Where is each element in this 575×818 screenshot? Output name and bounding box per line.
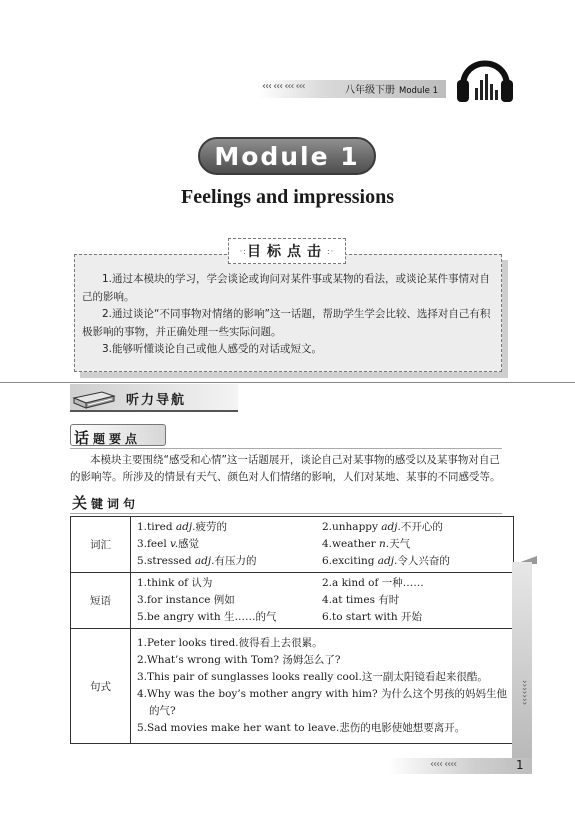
vocab-item: 5.stressed adj.有压力的	[137, 555, 257, 567]
section-divider	[0, 382, 575, 383]
phrase-item: 4.at times 有时	[322, 594, 400, 606]
vocab-item: 3.feel v.感觉	[137, 538, 200, 550]
topic-heading: 话题要点	[74, 429, 142, 447]
sentence-item: 的气?	[149, 705, 176, 717]
books-icon	[72, 388, 116, 410]
phrase-item: 1.think of 认为	[137, 577, 213, 589]
table-row	[71, 573, 514, 629]
topic-paragraph: 本模块主要围绕“感受和心情”这一话题展开，谈论自己对某事物的感受以及某事物对自己的影响等。所涉及的情景有天气、颜色对人们情绪的影响，人们对某地、某事的不同感受等。	[70, 454, 501, 483]
phrase-list	[137, 575, 507, 626]
phrase-item: 5.be angry with 生……的气	[137, 611, 277, 623]
phrase-item: 3.for instance 例如	[137, 594, 235, 606]
footer-chevrons: ‹‹‹‹ ‹‹‹‹	[430, 759, 457, 770]
vocab-list	[137, 519, 507, 570]
topic-divider	[70, 448, 502, 449]
objectives-list	[82, 271, 496, 359]
sentence-item: 3.This pair of sunglasses looks really cool.这一副太阳镜看起来很酷。	[137, 671, 488, 683]
listening-nav-label: 听力导航	[126, 393, 187, 408]
header-book: 八年级下册	[345, 85, 395, 96]
key-divider	[70, 513, 502, 514]
sentence-item: 4.Why was the boy’s mother angry with him? 为什么这个男孩的妈妈生他	[137, 688, 507, 700]
table-row	[71, 517, 514, 573]
objectives-heading: ·: 目标点击 :·	[228, 238, 346, 264]
vocab-item: 2.unhappy adj.不开心的	[322, 521, 443, 533]
side-decoration-bar	[512, 562, 532, 762]
phrase-item: 2.a kind of 一种……	[322, 577, 424, 589]
vocab-item: 1.tired adj.疲劳的	[137, 521, 227, 533]
module-badge	[198, 137, 376, 175]
objective-item: 3.能够听懂谈论自己或他人感受的对话或短文。	[102, 343, 323, 355]
header-module: Module 1	[399, 86, 439, 96]
module-badge-text: Module 1	[214, 141, 360, 171]
vocab-item: 6.exciting adj.令人兴奋的	[322, 555, 450, 567]
objectives-heading-text: 目标点击	[247, 244, 327, 260]
page-title: Feelings and impressions	[181, 186, 394, 208]
objective-item: 1.通过本模块的学习，学会谈论或询问对某件事或某物的看法，或谈论某件事情对自己的影响。	[82, 273, 491, 303]
sentence-item: 2.What’s wrong with Tom? 汤姆怎么了?	[137, 654, 341, 666]
sentence-list	[131, 629, 514, 744]
vocab-item: 4.weather n.天气	[322, 538, 411, 550]
key-table	[70, 516, 514, 744]
header-chevrons: ‹‹‹ ‹‹‹ ‹‹‹ ‹‹‹	[262, 81, 305, 92]
side-chevrons: ›››››››	[519, 680, 529, 706]
table-row	[71, 629, 514, 744]
sentence-item: 5.Sad movies make her want to leave.悲伤的电影使她想要离开。	[137, 722, 466, 734]
vocab-label: 词汇	[71, 517, 131, 573]
header-title	[345, 81, 438, 96]
sentence-item: 1.Peter looks tired.彼得看上去很累。	[137, 637, 323, 649]
phrase-label: 短语	[71, 573, 131, 629]
objective-item: 2.通过谈论“不同事物对情绪的影响”这一话题，帮助学生学会比较、选择对自己有积极影响的事物，并正确处理一些实际问题。	[82, 308, 491, 338]
page-number: 1	[516, 758, 524, 772]
footer-band	[388, 758, 532, 774]
headphones-icon	[455, 48, 515, 104]
phrase-item: 6.to start with 开始	[322, 611, 423, 623]
key-heading: 关键词句	[72, 494, 140, 512]
sentence-label: 句式	[71, 629, 131, 744]
